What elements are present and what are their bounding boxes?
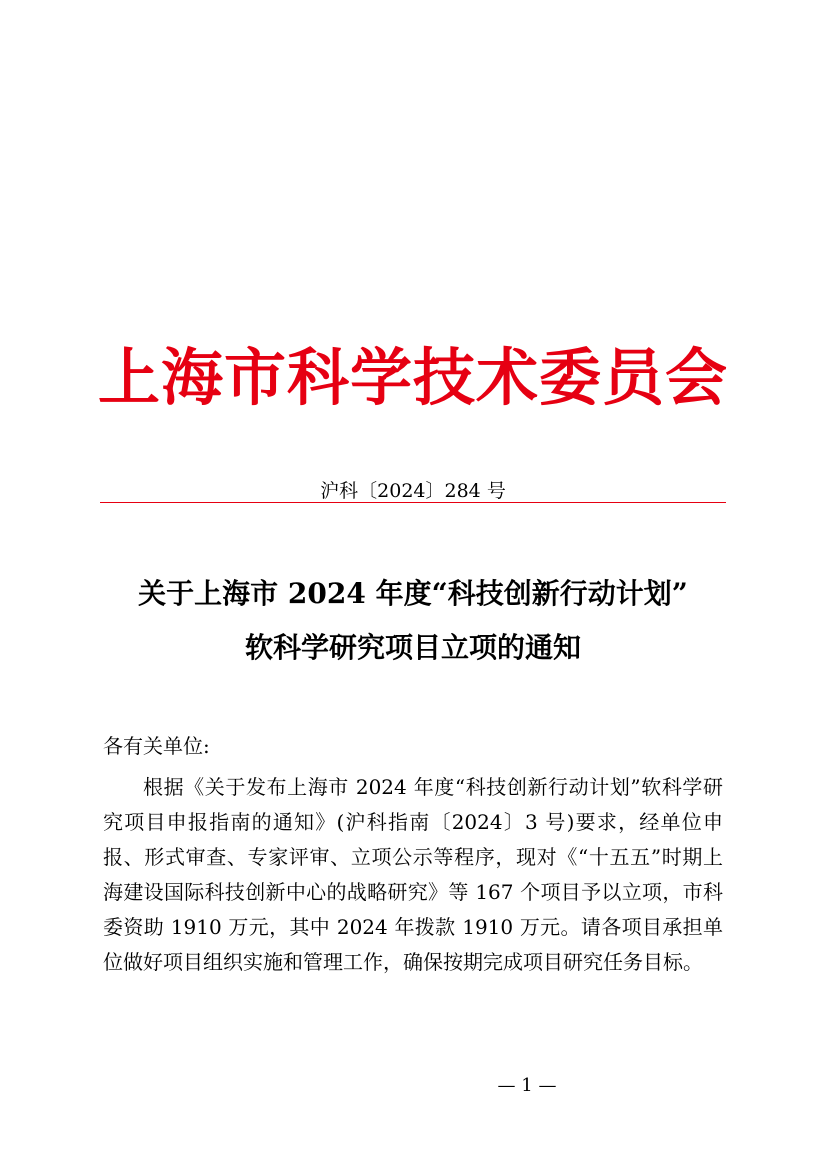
- red-divider-line: [100, 502, 726, 503]
- body-paragraph: 根据《关于发布上海市 2024 年度“科技创新行动计划”软科学研究项目申报指南的通知》(沪科指南〔2024〕3 号)要求，经单位申报、形式审查、专家评审、立项公示等程序，现对《“十五五”时期上海建设国际科技创新中心的战略研究》等 167 个项目予以立项，市科委资助 1910 万元，其中 2024 年拨款 1910 万元。请各项目承担单位做好项目组织实施和管理工作，确保按期完成项目研究任务目标。: [103, 775, 723, 974]
- page-number: [0, 1075, 826, 1096]
- issuing-organization-header: 上海市科学技术委员会: [97, 341, 728, 414]
- notice-title-line-1: 关于上海市 2024 年度“科技创新行动计划”: [138, 577, 688, 610]
- document-number: 沪科〔2024〕284 号: [320, 480, 506, 502]
- salutation: 各有关单位:: [103, 734, 210, 758]
- body-text: [103, 770, 723, 980]
- page-number-text: — 1 —: [497, 1075, 557, 1096]
- notice-title-line-2: 软科学研究项目立项的通知: [244, 631, 581, 664]
